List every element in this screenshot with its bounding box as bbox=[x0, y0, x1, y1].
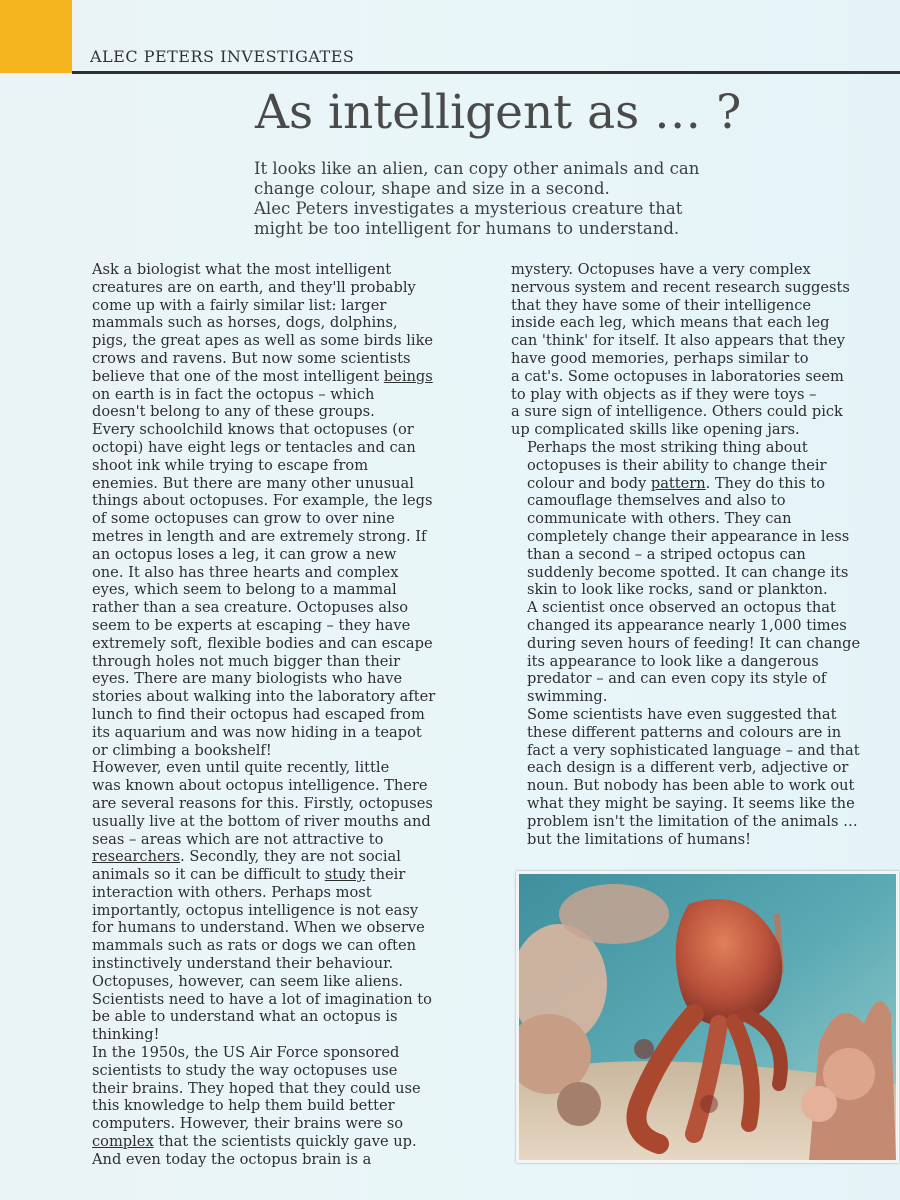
text-line bbox=[76, 866, 476, 884]
text-line: crows and ravens. But now some scientists bbox=[92, 349, 411, 367]
text-line: octopuses is their ability to change their bbox=[527, 456, 827, 474]
article-paragraph bbox=[76, 261, 476, 421]
text-line: extremely soft, flexible bodies and can escape bbox=[92, 634, 433, 652]
text-line: each design is a different verb, adjective or bbox=[527, 759, 849, 777]
text-line: mystery. Octopuses have a very complex bbox=[511, 261, 811, 278]
text-line: seem to be experts at escaping – they have bbox=[92, 616, 411, 634]
text-line: was known about octopus intelligence. There bbox=[92, 777, 428, 795]
octopus-photo bbox=[516, 871, 899, 1163]
text-line: rather than a sea creature. Octopuses also bbox=[92, 599, 409, 617]
standfirst-line: might be too intelligent for humans to understand. bbox=[254, 219, 680, 238]
text-line: come up with a fairly similar list: larger bbox=[92, 296, 387, 314]
text-line: problem isn't the limitation of the animals … bbox=[527, 812, 858, 830]
text-line: up complicated skills like opening jars. bbox=[511, 421, 800, 439]
text-line: nervous system and recent research suggests bbox=[511, 278, 850, 296]
text-line bbox=[76, 368, 476, 386]
text-line: eyes. There are many biologists who have bbox=[92, 670, 403, 688]
text-line: have good memories, perhaps similar to bbox=[511, 349, 809, 367]
text-line: octopi) have eight legs or tentacles and can bbox=[92, 438, 416, 456]
text-line: usually live at the bottom of river mouths and bbox=[92, 812, 431, 830]
text-line: a sure sign of intelligence. Others could pick bbox=[511, 403, 843, 421]
text-line: communicate with others. They can bbox=[527, 510, 792, 528]
text-line bbox=[76, 848, 476, 866]
text-line: of some octopuses can grow to over nine bbox=[92, 510, 395, 528]
text-line: noun. But nobody has been able to work out bbox=[527, 777, 855, 795]
text-line: However, even until quite recently, little bbox=[92, 759, 390, 777]
octopus-reef-illustration bbox=[519, 874, 896, 1160]
text-line: scientists to study the way octopuses use bbox=[92, 1061, 398, 1079]
article-paragraph bbox=[76, 421, 476, 759]
text-segment: that the scientists quickly gave up. bbox=[153, 1133, 417, 1151]
text-line: Every schoolchild knows that octopuses (or bbox=[92, 421, 414, 439]
text-line: be able to understand what an octopus is bbox=[92, 1008, 398, 1026]
text-line: its appearance to look like a dangerous bbox=[527, 652, 819, 670]
text-line: enemies. But there are many other unusual bbox=[92, 474, 414, 492]
text-segment: their bbox=[365, 866, 406, 884]
article-paragraph bbox=[511, 261, 899, 439]
underlined-keyword: study bbox=[324, 866, 366, 884]
text-line: camouflage themselves and also to bbox=[527, 492, 786, 510]
underlined-keyword: researchers bbox=[92, 848, 181, 866]
text-line: creatures are on earth, and they'll probably bbox=[92, 278, 416, 296]
text-line: Scientists need to have a lot of imagination to bbox=[92, 990, 432, 1008]
standfirst-line: It looks like an alien, can copy other animals and can bbox=[254, 159, 700, 178]
text-line: interaction with others. Perhaps most bbox=[92, 883, 372, 901]
text-line: computers. However, their brains were so bbox=[92, 1115, 404, 1133]
underlined-keyword: beings bbox=[383, 367, 433, 385]
text-segment: animals so it can be difficult to bbox=[92, 866, 325, 884]
text-line: metres in length and are extremely strong. If bbox=[92, 527, 427, 545]
text-line: pigs, the great apes as well as some birds like bbox=[92, 332, 434, 350]
text-line: importantly, octopus intelligence is not easy bbox=[92, 901, 419, 919]
text-segment: . They do this to bbox=[705, 474, 826, 492]
text-line: seas – areas which are not attractive to bbox=[92, 830, 384, 848]
section-label: ALEC PETERS INVESTIGATES bbox=[90, 47, 355, 66]
text-line: what they might be saying. It seems like the bbox=[527, 794, 855, 812]
text-line: inside each leg, which means that each leg bbox=[511, 314, 830, 332]
text-line: thinking! bbox=[92, 1026, 160, 1044]
text-line: A scientist once observed an octopus that bbox=[527, 599, 836, 617]
text-line: doesn't belong to any of these groups. bbox=[92, 403, 375, 421]
article-paragraph bbox=[511, 706, 899, 848]
text-line: lunch to find their octopus had escaped from bbox=[92, 705, 425, 723]
standfirst-line: change colour, shape and size in a second. bbox=[254, 179, 610, 198]
text-line: on earth is in fact the octopus – which bbox=[92, 385, 375, 403]
text-line: eyes, which seem to belong to a mammal bbox=[92, 581, 397, 599]
text-line bbox=[76, 1133, 476, 1151]
text-line: are several reasons for this. Firstly, octopuses bbox=[92, 794, 433, 812]
text-line: things about octopuses. For example, the legs bbox=[92, 492, 433, 510]
article-paragraph bbox=[76, 1044, 476, 1169]
text-line: an octopus loses a leg, it can grow a new bbox=[92, 545, 397, 563]
text-line: In the 1950s, the US Air Force sponsored bbox=[92, 1044, 400, 1062]
text-line: these different patterns and colours are in bbox=[527, 723, 842, 741]
text-line: their brains. They hoped that they could use bbox=[92, 1079, 421, 1097]
headline: As intelligent as … ? bbox=[255, 85, 742, 140]
header-rule bbox=[72, 71, 900, 74]
standfirst-line: Alec Peters investigates a mysterious creature that bbox=[254, 199, 683, 218]
underlined-keyword: pattern bbox=[650, 474, 706, 492]
text-segment: . Secondly, they are not social bbox=[180, 848, 401, 866]
article-column-left bbox=[76, 261, 476, 1169]
article-paragraph bbox=[511, 439, 899, 706]
text-line: a cat's. Some octopuses in laboratories seem bbox=[511, 367, 844, 385]
text-line: that they have some of their intelligence bbox=[511, 296, 812, 314]
underlined-keyword: complex bbox=[92, 1133, 154, 1151]
text-line: skin to look like rocks, sand or plankton. bbox=[527, 581, 828, 599]
text-line: during seven hours of feeding! It can change bbox=[527, 634, 861, 652]
text-line: Some scientists have even suggested that bbox=[527, 705, 837, 723]
text-line: than a second – a striped octopus can bbox=[527, 545, 806, 563]
text-line: mammals such as horses, dogs, dolphins, bbox=[92, 314, 398, 332]
text-line: this knowledge to help them build better bbox=[92, 1097, 395, 1115]
text-line: can 'think' for itself. It also appears that they bbox=[511, 332, 846, 350]
article-column-right bbox=[511, 261, 899, 848]
text-line: swimming. bbox=[527, 688, 608, 706]
text-segment: colour and body bbox=[527, 474, 651, 492]
text-line: Perhaps the most striking thing about bbox=[527, 438, 808, 456]
text-line: or climbing a bookshelf! bbox=[92, 741, 272, 759]
text-line: predator – and can even copy its style of bbox=[527, 670, 827, 688]
text-line: through holes not much bigger than their bbox=[92, 652, 401, 670]
text-line: completely change their appearance in less bbox=[527, 527, 850, 545]
text-line: mammals such as rats or dogs we can often bbox=[92, 937, 417, 955]
text-line: fact a very sophisticated language – and that bbox=[527, 741, 860, 759]
section-accent-tab bbox=[0, 0, 72, 73]
article-paragraph bbox=[76, 759, 476, 1044]
text-line: suddenly become spotted. It can change its bbox=[527, 563, 849, 581]
text-line: instinctively understand their behaviour. bbox=[92, 955, 394, 973]
text-line: Octopuses, however, can seem like aliens. bbox=[92, 972, 404, 990]
text-line: stories about walking into the laboratory after bbox=[92, 688, 436, 706]
text-line: its aquarium and was now hiding in a teapot bbox=[92, 723, 422, 741]
text-line: but the limitations of humans! bbox=[527, 830, 751, 848]
text-line: one. It also has three hearts and complex bbox=[92, 563, 399, 581]
text-line bbox=[511, 475, 899, 493]
text-line: to play with objects as if they were toys – bbox=[511, 385, 817, 403]
standfirst bbox=[254, 159, 814, 239]
text-line: And even today the octopus brain is a bbox=[92, 1150, 372, 1168]
text-segment: believe that one of the most intelligent bbox=[92, 367, 384, 385]
text-line: changed its appearance nearly 1,000 times bbox=[527, 616, 847, 634]
text-line: shoot ink while trying to escape from bbox=[92, 456, 369, 474]
text-line: Ask a biologist what the most intelligent bbox=[92, 261, 392, 278]
text-line: for humans to understand. When we observe bbox=[92, 919, 425, 937]
